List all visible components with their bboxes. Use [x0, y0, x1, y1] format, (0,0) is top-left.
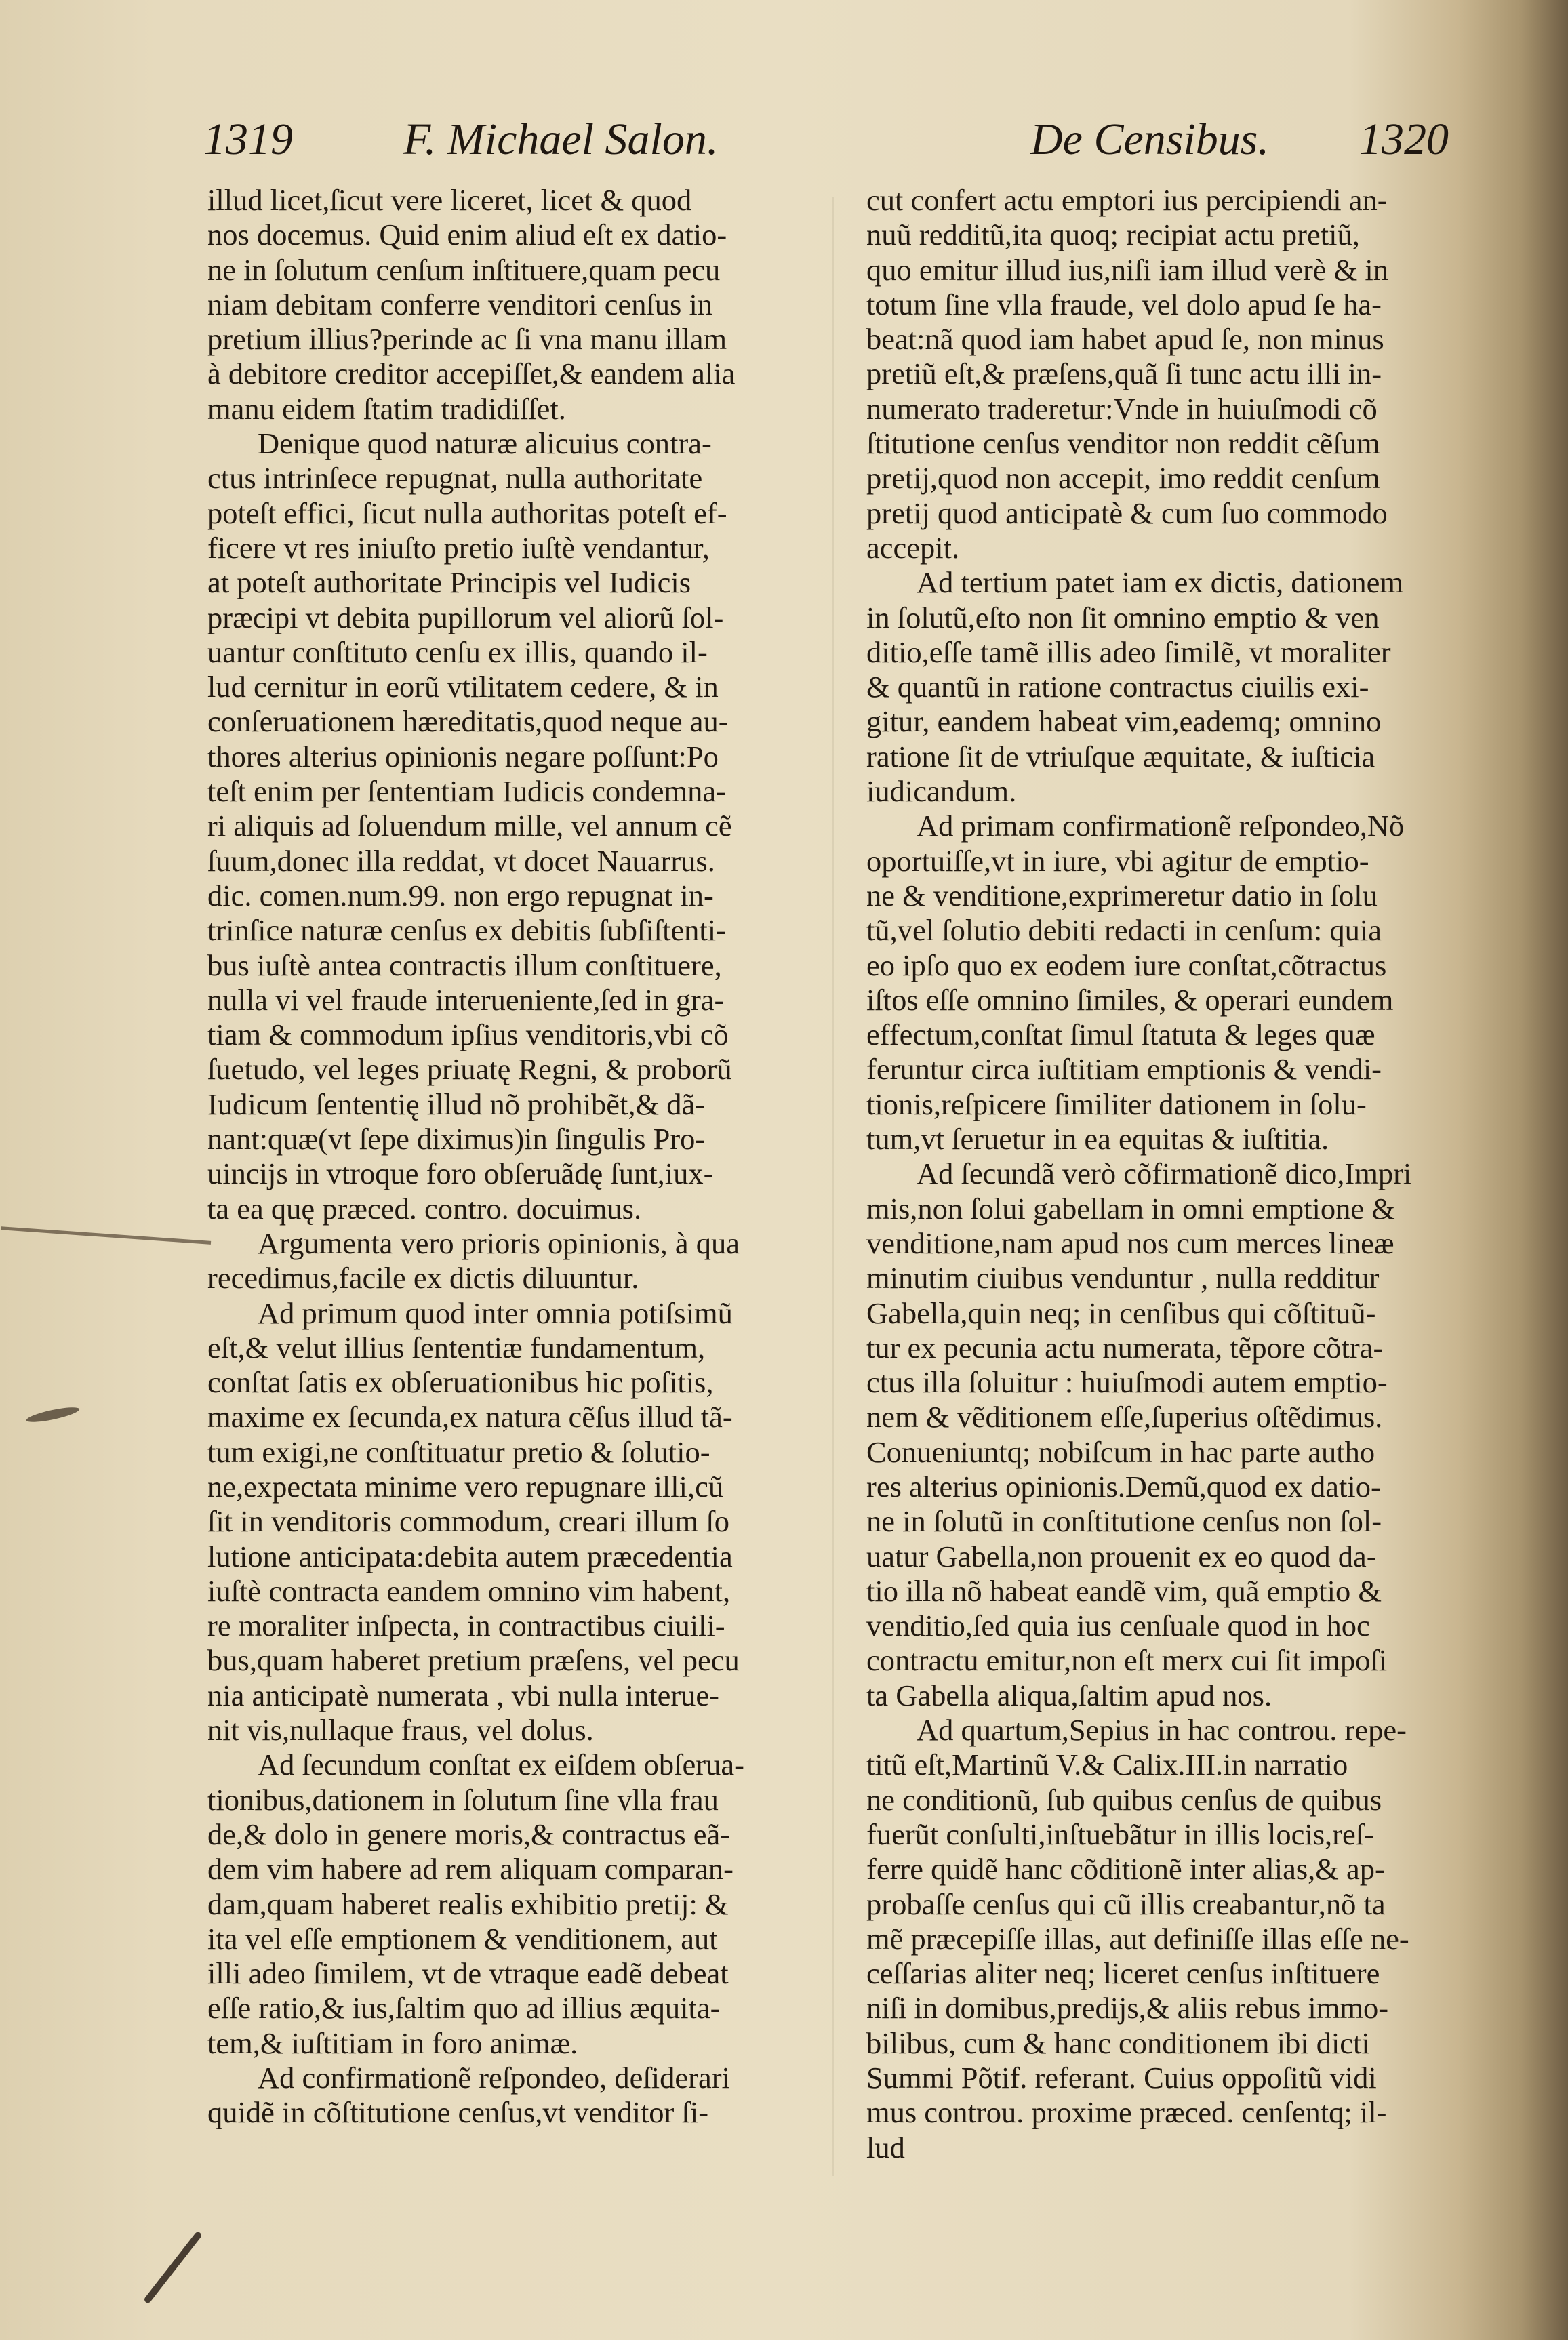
- text-line: mus controu. proxime præced. cenſentq; il-: [866, 2095, 1387, 2130]
- text-line: ta Gabella aliqua,ſaltim apud nos.: [866, 1678, 1272, 1712]
- text-line: mis,non ſolui gabellam in omni emptione &: [866, 1191, 1395, 1226]
- text-line: ſuum,donec illa reddat, vt docet Nauarrus.: [207, 843, 715, 878]
- text-line: ferre quidẽ hanc cõditionẽ inter alias,& ap-: [866, 1852, 1385, 1887]
- text-line: tum,vt ſeruetur in ea equitas & iuſtitia.: [866, 1122, 1329, 1156]
- ink-blot: [25, 1405, 80, 1425]
- text-line: oportuiſſe,vt in iure, vbi agitur de emptio-: [866, 843, 1369, 878]
- text-line: tur ex pecunia actu numerata, tẽpore cõtra-: [866, 1330, 1384, 1365]
- text-line: tiam & commodum ipſius venditoris,vbi cõ: [207, 1017, 729, 1052]
- text-line: Gabella,quin neq; in cenſibus qui cõſtituũ-: [866, 1295, 1376, 1330]
- text-line: quidẽ in cõſtitutione cenſus,vt venditor ſi-: [207, 2095, 709, 2130]
- text-line: at poteſt authoritate Principis vel Iudicis: [207, 565, 691, 600]
- text-line: lud: [866, 2130, 905, 2164]
- text-line: ſuetudo, vel leges priuatę Regni, & proborũ: [207, 1052, 732, 1087]
- text-line: nos docemus. Quid enim aliud eſt ex datio-: [207, 218, 727, 252]
- text-line: iudicandum.: [866, 774, 1017, 809]
- text-line: teſt enim per ſententiam Iudicis condemna-: [207, 774, 726, 809]
- author-name: F. Michael Salon.: [403, 115, 719, 164]
- text-line: fuerũt conſulti,inſtuebãtur in illis locis,reſ-: [866, 1817, 1374, 1851]
- text-line: minutim ciuibus venduntur , nulla redditur: [866, 1261, 1380, 1295]
- text-line: manu eidem ſtatim tradidiſſet.: [207, 391, 566, 426]
- text-line: eſſe ratio,& ius,ſaltim quo ad illius æquita-: [207, 1991, 721, 2025]
- text-line: ſtitutione cenſus venditor non reddit cẽſum: [866, 426, 1380, 461]
- page-stain: [0, 1226, 211, 1272]
- text-line: Argumenta vero prioris opinionis, à qua: [258, 1226, 740, 1260]
- text-line: à debitore creditor accepiſſet,& eandem alia: [207, 357, 736, 391]
- text-line: tionis,reſpicere ſimiliter dationem in ſolu-: [866, 1087, 1367, 1121]
- text-line: lud cernitur in eorũ vtilitatem cedere, & in: [207, 670, 719, 704]
- text-line: nit vis,nullaque fraus, vel dolus.: [207, 1713, 594, 1748]
- text-line: titũ eſt,Martinũ V.& Calix.III.in narratio: [866, 1748, 1348, 1782]
- text-line: ita vel eſſe emptionem & venditionem, aut: [207, 1921, 718, 1956]
- text-line: gitur, eandem habeat vim,eademq; omnino: [866, 704, 1382, 739]
- text-line: bilibus, cum & hanc conditionem ibi dicti: [866, 2025, 1370, 2060]
- text-line: dic. comen.num.99. non ergo repugnat in-: [207, 878, 714, 912]
- text-line: Ad confirmationẽ reſpondeo, deſiderari: [258, 2061, 730, 2095]
- text-line: maxime ex ſecunda,ex natura cẽſus illud tã-: [207, 1400, 733, 1434]
- text-line: thores alterius opinionis negare poſſunt:Po: [207, 739, 719, 773]
- text-line: probaſſe cenſus qui cũ illis creabantur,nõ ta: [866, 1887, 1386, 1921]
- text-line: nem & vẽditionem eſſe,ſuperius oſtẽdimus.: [866, 1400, 1383, 1434]
- text-line: ceſſarias aliter neq; liceret cenſus inſtituere: [866, 1956, 1380, 1991]
- text-line: re moraliter inſpecta, in contractibus ciuili-: [207, 1609, 725, 1643]
- page-number-left: 1319: [203, 115, 293, 164]
- text-line: tũ,vel ſolutio debiti redacti in cenſum: quia: [866, 913, 1382, 948]
- column-gutter: [832, 197, 834, 2176]
- text-line: uantur conſtituto cenſu ex illis, quando il-: [207, 634, 708, 669]
- text-line: iuſtè contracta eandem omnino vim habent,: [207, 1573, 731, 1608]
- text-line: iſtos eſſe omnino ſimiles, & operari eundem: [866, 982, 1394, 1017]
- text-line: pretij,quod non accepit, imo reddit cenſum: [866, 461, 1380, 496]
- text-line: eo ipſo quo ex eodem iure conſtat,cõtractus: [866, 948, 1387, 982]
- text-line: mẽ præcepiſſe illas, aut definiſſe illas eſſe ne-: [866, 1921, 1409, 1956]
- text-line: accepit.: [866, 530, 960, 565]
- text-line: ſit in venditoris commodum, creari illum ſo: [207, 1504, 729, 1539]
- text-line: totum ſine vlla fraude, vel dolo apud ſe ha-: [866, 287, 1382, 321]
- text-line: nulla vi vel fraude interueniente,ſed in gra-: [207, 982, 725, 1017]
- text-line: ne,expectata minime vero repugnare illi,cũ: [207, 1469, 724, 1504]
- text-line: nia anticipatè numerata , vbi nulla interue-: [207, 1678, 719, 1712]
- text-line: uincijs in vtroque foro obſeruãdę ſunt,iux-: [207, 1156, 714, 1191]
- text-line: recedimus,facile ex dictis diluuntur.: [207, 1261, 639, 1295]
- text-line: numerato traderetur:Vnde in huiuſmodi cõ: [866, 391, 1378, 426]
- text-line: ctus intrinſece repugnat, nulla authoritate: [207, 461, 703, 496]
- text-line: pretium illius?perinde ac ſi vna manu illam: [207, 322, 727, 357]
- text-line: poteſt effici, ſicut nulla authoritas poteſt ef-: [207, 496, 727, 530]
- text-line: bus,quam haberet pretium præſens, vel pecu: [207, 1643, 740, 1678]
- text-line: tionibus,dationem in ſolutum ſine vlla frau: [207, 1782, 719, 1817]
- text-line: Ad primum quod inter omnia potiſsimũ: [258, 1295, 733, 1330]
- text-line: tio illa nõ habeat eandẽ vim, quã emptio &: [866, 1573, 1382, 1608]
- text-line: bus iuſtè antea contractis illum conſtituere,: [207, 948, 722, 982]
- chapter-title: De Censibus.: [1030, 115, 1269, 164]
- text-line: dam,quam haberet realis exhibitio pretij: &: [207, 1887, 729, 1921]
- text-line: Iudicum ſententię illud nõ prohibẽt,& dã-: [207, 1087, 706, 1121]
- text-line: ditio,eſſe tamẽ illis adeo ſimilẽ, vt moraliter: [866, 634, 1391, 669]
- text-line: conſtat ſatis ex obſeruationibus hic poſitis,: [207, 1365, 714, 1400]
- right-text-column: [866, 183, 1451, 2165]
- text-line: Ad ſecundum conſtat ex eiſdem obſerua-: [258, 1748, 744, 1782]
- text-line: effectum,conſtat ſimul ſtatuta & leges quæ: [866, 1017, 1375, 1052]
- text-line: pretiũ eſt,& præſens,quã ſi tunc actu illi in-: [866, 357, 1382, 391]
- text-line: tum exigi,ne conſtituatur pretio & ſolutio-: [207, 1434, 710, 1469]
- text-line: illi adeo ſimilem, vt de vtraque eadẽ debeat: [207, 1956, 729, 1991]
- text-line: & quantũ in ratione contractus ciuilis exi-: [866, 670, 1369, 704]
- text-line: ta ea quę præced. contro. docuimus.: [207, 1191, 642, 1226]
- text-line: contractu emitur,non eſt merx cui ſit impoſi: [866, 1643, 1388, 1678]
- text-line: cut confert actu emptori ius percipiendi an-: [866, 183, 1388, 217]
- text-line: Ad primam confirmationẽ reſpondeo,Nõ: [917, 809, 1405, 843]
- text-line: niſi in domibus,predijs,& aliis rebus immo-: [866, 1991, 1389, 2025]
- text-line: nuũ redditũ,ita quoq; recipiat actu pretiũ,: [866, 218, 1360, 252]
- text-line: Ad tertium patet iam ex dictis, dationem: [917, 565, 1403, 600]
- text-line: beat:nã quod iam habet apud ſe, non minus: [866, 322, 1384, 357]
- text-line: pretij quod anticipatè & cum ſuo commodo: [866, 496, 1388, 530]
- text-line: ne & venditione,exprimeretur datio in ſolu: [866, 878, 1378, 912]
- pen-mark: [143, 2231, 203, 2305]
- text-line: Ad quartum,Sepius in hac controu. repe-: [917, 1713, 1407, 1748]
- running-head: [203, 114, 1449, 168]
- text-line: feruntur circa iuſtitiam emptionis & vendi-: [866, 1052, 1382, 1087]
- text-line: ratione ſit de vtriuſque æquitate, & iuſticia: [866, 739, 1375, 773]
- text-line: in ſolutũ,eſto non ſit omnino emptio & ven: [866, 600, 1380, 634]
- text-line: conſeruationem hæreditatis,quod neque au-: [207, 704, 729, 739]
- text-line: Conueniuntq; nobiſcum in hac parte autho: [866, 1434, 1375, 1469]
- text-line: ne conditionũ, ſub quibus cenſus de quibus: [866, 1782, 1382, 1817]
- left-text-column: [207, 183, 795, 2131]
- text-line: nant:quæ(vt ſepe diximus)in ſingulis Pro-: [207, 1122, 706, 1156]
- text-line: ri aliquis ad ſoluendum mille, vel annum cẽ: [207, 809, 732, 843]
- text-line: trinſice naturæ cenſus ex debitis ſubſiſtenti-: [207, 913, 726, 948]
- text-line: ficere vt res iniuſto pretio iuſtè vendantur,: [207, 530, 710, 565]
- text-line: lutione anticipata:debita autem præcedentia: [207, 1539, 733, 1573]
- text-line: ne in ſolutum cenſum inſtituere,quam pecu: [207, 252, 721, 287]
- text-line: uatur Gabella,non prouenit ex eo quod da-: [866, 1539, 1377, 1573]
- text-line: venditio,ſed quia ius cenſuale quod in hoc: [866, 1609, 1370, 1643]
- text-line: res alterius opinionis.Demũ,quod ex datio-: [866, 1469, 1381, 1504]
- text-line: eſt,& velut illius ſententiæ fundamentum,: [207, 1330, 706, 1365]
- text-line: Ad ſecundã verò cõfirmationẽ dico,Impri: [917, 1156, 1412, 1191]
- page-number-right: 1320: [1359, 115, 1449, 164]
- text-line: ctus illa ſoluitur : huiuſmodi autem emptio-: [866, 1365, 1388, 1400]
- text-line: dem vim habere ad rem aliquam comparan-: [207, 1852, 733, 1887]
- text-line: tem,& iuſtitiam in foro animæ.: [207, 2025, 578, 2060]
- text-line: niam debitam conferre venditori cenſus in: [207, 287, 713, 321]
- text-line: quo emitur illud ius,niſi iam illud verè & in: [866, 252, 1389, 287]
- text-line: præcipi vt debita pupillorum vel aliorũ ſol-: [207, 600, 724, 634]
- text-line: Denique quod naturæ alicuius contra-: [258, 426, 712, 461]
- text-line: illud licet,ſicut vere liceret, licet & quod: [207, 183, 692, 217]
- text-line: ne in ſolutũ in conſtitutione cenſus non ſol-: [866, 1504, 1382, 1539]
- text-line: de,& dolo in genere moris,& contractus eã-: [207, 1817, 731, 1851]
- text-line: venditione,nam apud nos cum merces lineæ: [866, 1226, 1394, 1260]
- text-line: Summi Põtif. referant. Cuius oppoſitũ vidi: [866, 2061, 1377, 2095]
